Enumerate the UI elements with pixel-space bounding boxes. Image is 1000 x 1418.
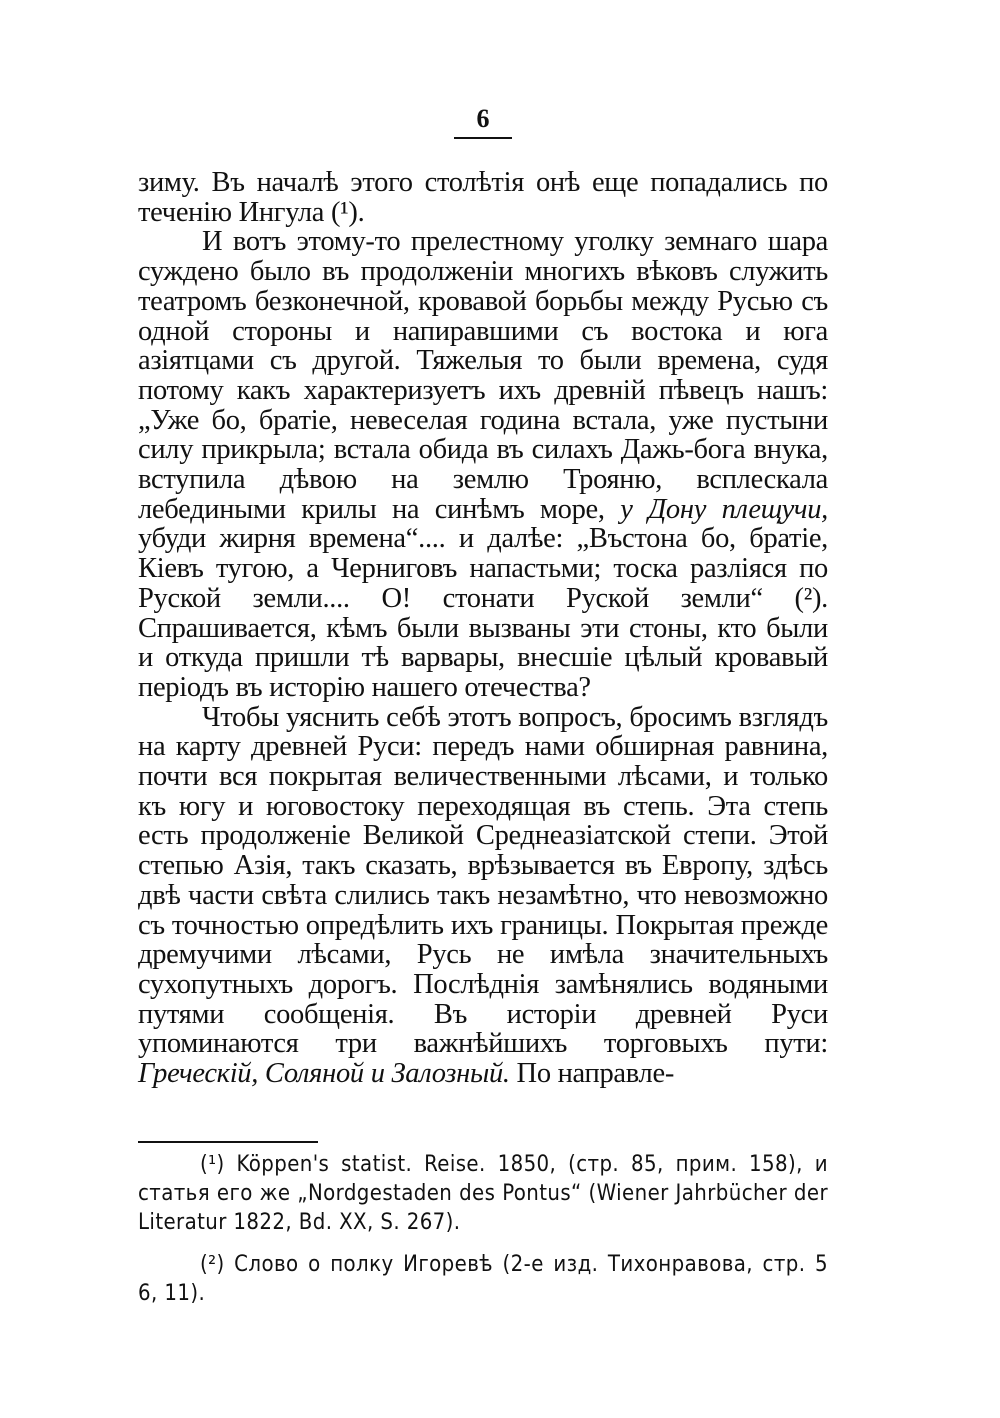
- page-number-underline: [454, 137, 512, 139]
- paragraph-3-text-start: Чтобы уяснить себѣ этотъ вопросъ, бросимъ взглядъ на карту древней Руси: передъ нами обширная равнина, почти вся покрытая величественными лѣсами, и только къ югу и юговостоку переходящая въ степь. Эта степь есть продолженіе Великой Среднеазіатской степи. Этой степью Азія, такъ сказать, врѣзывается въ Европу, здѣсь двѣ части свѣта слились такъ незамѣтно, что невозможно съ точностью опредѣлить ихъ границы. Покрытая прежде дремучими лѣсами, Русь не имѣла значительныхъ сухопутныхъ дорогъ. Послѣднія замѣнялись водяными путями сообщенія. Въ исторіи древней Руси упоминаются три важнѣйшихъ торговыхъ пути:: [138, 701, 828, 1060]
- paragraph-2-italic-quote: у Дону плещучи,: [620, 493, 828, 525]
- book-page: [138, 0, 828, 1418]
- paragraph-2: [138, 227, 828, 702]
- footnote-separator: [138, 1141, 318, 1143]
- paragraph-2-text-end: убуди жирня времена“.... и далѣе: „Въстона бо, братіе, Кіевъ тугою, а Черниговъ напастьми; тоска разліяся по Руской земли.... О! стонати Руской земли“ (²). Спрашивается, кѣмъ были вызваны эти стоны, кто были и откуда пришли тѣ варвары, внесшіе цѣлый кровавый періодъ въ исторію нашего отечества?: [138, 523, 828, 703]
- paragraph-3-text-end: По направле-: [509, 1058, 675, 1090]
- paragraph-3: [138, 703, 828, 1089]
- page-number: 6: [476, 104, 490, 133]
- paragraph-3-italic-routes: Греческій, Солянoй и Залозный.: [138, 1058, 510, 1090]
- paragraph-2-text-start: И вотъ этому-то прелестному уголку земнаго шара суждено было въ продолженіи многихъ вѣковъ служить театромъ безконечной, кровавой борьбы между Русью съ одной стороны и напиравшими съ востока и юга азіятцами съ другой. Тяжелыя то были времена, судя потому какъ характеризуетъ ихъ древній пѣвецъ нашъ: „Уже бо, братіе, невеселая година встала, уже пустыни силу прикрыла; встала обида въ силахъ Дажь-бога внука, вступила дѣвою на землю Трояню, всплескала лебедиными крилы на синѣмъ море,: [138, 226, 828, 525]
- main-text: [138, 168, 828, 1089]
- paragraph-1-text: зиму. Въ началѣ этого столѣтія онѣ еще попадались по теченію Ингула (¹).: [138, 167, 828, 228]
- paragraph-1: [138, 168, 828, 227]
- footnote-2: (²) Слово о полку Игоревѣ (2-е изд. Тихонравова, стр. 5 6, 11).: [138, 1252, 828, 1306]
- footnotes: [138, 1150, 828, 1321]
- footnote-1: (¹) Köppen's statist. Reise. 1850, (стр. 85, прим. 158), и статья его же „Nordgestaden des Pontus“ (Wiener Jahrbücher der Literatur 1822, Bd. XX, S. 267).: [138, 1152, 828, 1235]
